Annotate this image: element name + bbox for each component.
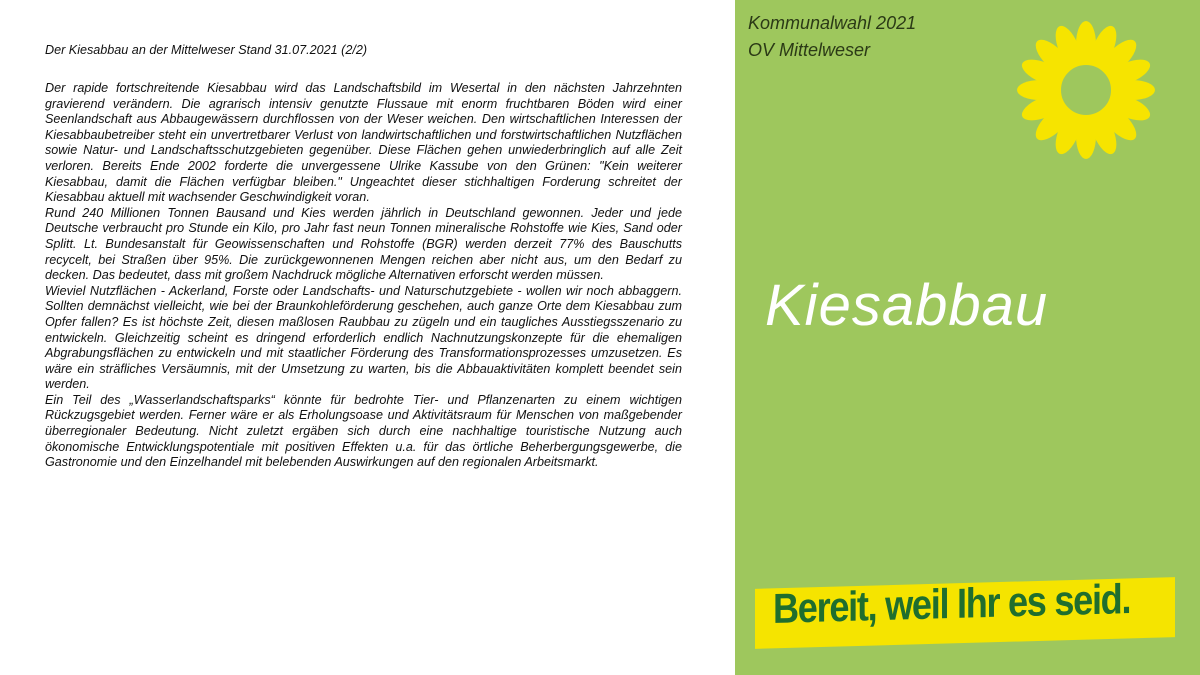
paragraph-4: Ein Teil des „Wasserlandschaftsparks“ könnte für bedrohte Tier- und Pflanzenarten zu einem wichtigen Rückzugsgebiet werden. Ferner wäre er als Erholungsoase und Aktivitätsraum für Menschen von maßgebender überregionaler Bedeutung. Nicht zuletzt ergäben sich durch eine nachhaltige touristische Nutzung auch ökonomische Entwicklungspotentiale mit positiven Effekten u.a. für das örtliche Beherbergungsgewerbe, die Gastronomie und den Einzelhandel mit belebenden Auswirkungen auf den regionalen Arbeitsmarkt. bbox=[45, 392, 682, 470]
paragraph-1: Der rapide fortschreitende Kiesabbau wird das Landschaftsbild im Wesertal in den nächsten Jahrzehnten gravierend verändern. Die agrarisch intensiv genutzte Flussaue mit enorm fruchtbaren Böden wird einer Seenlandschaft aus Abbaugewässern durchflossen von der Weser weichen. Den wirtschaftlichen Interessen der Kiesabbaubetreiber steht ein unvertretbarer Verlust von landwirtschaftlichen und forstwirtschaftlichen Nutzflächen sowie Natur- und Landschaftsschutzgebieten gegenüber. Diese Flächen gehen unwiederbringlich auf alle Zeit verloren. Bereits Ende 2002 forderte die unvergessene Ulrike Kassube von den Grünen: "Kein weiterer Kiesabbau, damit die Flächen verfügbar bleiben." Ungeachtet dieser stichhaltigen Forderung schreitet der Kiesabbau aktuell mit wachsender Geschwindigkeit voran. bbox=[45, 81, 682, 205]
slogan-text: Bereit, weil Ihr es seid. bbox=[773, 575, 1131, 632]
election-label: Kommunalwahl 2021 bbox=[748, 13, 917, 33]
paragraph-2: Rund 240 Millionen Tonnen Bausand und Kies werden jährlich in Deutschland gewonnen. Jeder und jede Deutsche verbraucht pro Stunde ein Kilo, pro Jahr fast neun Tonnen mineralische Rohstoffe wie Kies, Sand oder Splitt. Lt. Bundesanstalt für Geowissenschaften und Rohstoffe (BGR) werden derzeit 77% des Bauschutts recycelt, bei Straßen über 95%. Die zurückgewonnenen Mengen reichen aber nicht aus, um den Bedarf zu decken. Das bedeutet, dass mit großem Nachdruck mögliche Alternativen erforscht werden müssen. bbox=[45, 205, 682, 283]
sunflower-icon bbox=[1016, 20, 1156, 160]
document-heading: Der Kiesabbau an der Mittelweser Stand 31.07.2021 (2/2) bbox=[45, 43, 368, 57]
page-title: Kiesabbau bbox=[765, 273, 1049, 338]
local-group-label: OV Mittelweser bbox=[748, 40, 871, 60]
document-body bbox=[45, 81, 682, 471]
campaign-sidebar bbox=[735, 0, 1200, 675]
paragraph-3: Wieviel Nutzflächen - Ackerland, Forste oder Landschafts- und Naturschutzgebiete - wollen wir noch abbaggern. Sollten demnächst vielleicht, wie bei der Braunkohleförderung geschehen, auch ganze Orte dem Kiesabbau zum Opfer fallen? Es ist höchste Zeit, diesen maßlosen Raubbau zu zügeln und ein taugliches Ausstiegsszenario zu entwickeln. Gleichzeitig scheint es dringend erforderlich endlich Nachnutzungskonzepte für die ehemaligen Abgrabungsflächen zu entwickeln und mit staatlicher Förderung des Transformationsprozesses umzusetzen. Es wäre ein sträfliches Versäumnis, mit der Umsetzung zu warten, bis die Abbauaktivitäten komplett beendet sein werden. bbox=[45, 283, 682, 392]
